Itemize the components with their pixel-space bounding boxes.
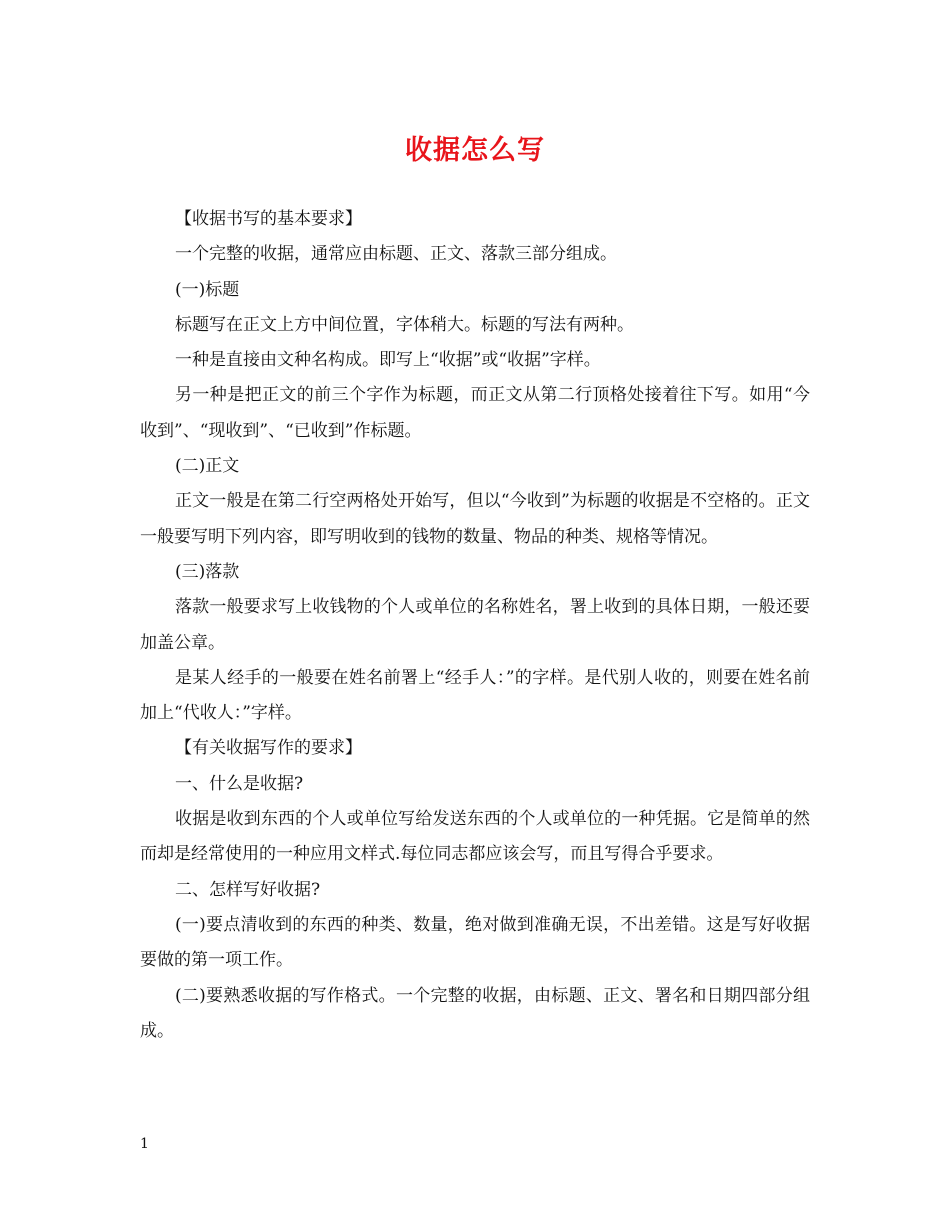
body-paragraph: 落款一般要求写上收钱物的个人或单位的名称姓名，署上收到的具体日期，一般还要加盖公章。 [140,597,810,653]
body-paragraph: (一)要点清收到的东西的种类、数量，绝对做到准确无误，不出差错。这是写好收据要做的第一项工作。 [140,914,810,971]
body-paragraph: 标题写在正文上方中间位置，字体稍大。标题的写法有两种。 [175,314,634,335]
body-paragraph: 一种是直接由文种名构成。即写上“收据”或“收据”字样。 [175,350,601,371]
body-paragraph: 是某人经手的一般要在姓名前署上“经手人：”的字样。是代别人收的，则要在姓名前加上“代收人：”字样。 [140,667,810,724]
subsection-heading: (三)落款 [175,561,240,582]
body-paragraph: 正文一般是在第二行空两格处开始写，但以“今收到”为标题的收据是不空格的。正文一般要写明下列内容，即写明收到的钱物的数量、物品的种类、规格等情况。 [140,491,810,547]
body-paragraph: 一个完整的收据，通常应由标题、正文、落款三部分组成。 [175,244,617,265]
subsection-heading: 二、怎样写好收据? [175,879,321,900]
section-heading: 【收据书写的基本要求】 [175,209,362,229]
subsection-heading: (二)正文 [175,456,240,477]
subsection-heading: (一)标题 [175,279,240,300]
document-title: 收据怎么写 [405,135,545,166]
page-number: 1 [140,1136,149,1152]
body-paragraph: 收据是收到东西的个人或单位写给发送东西的个人或单位的一种凭据。它是简单的然而却是经常使用的一种应用文样式.每位同志都应该会写，而且写得合乎要求。 [140,809,810,865]
body-paragraph: 另一种是把正文的前三个字作为标题，而正文从第二行顶格处接着往下写。如用“今收到”、“现收到”、“已收到”作标题。 [140,385,810,441]
subsection-heading: 一、什么是收据? [175,773,304,794]
body-paragraph: (二)要熟悉收据的写作格式。一个完整的收据，由标题、正文、署名和日期四部分组成。 [140,985,810,1041]
section-heading: 【有关收据写作的要求】 [175,738,362,759]
document-body [140,202,810,1049]
